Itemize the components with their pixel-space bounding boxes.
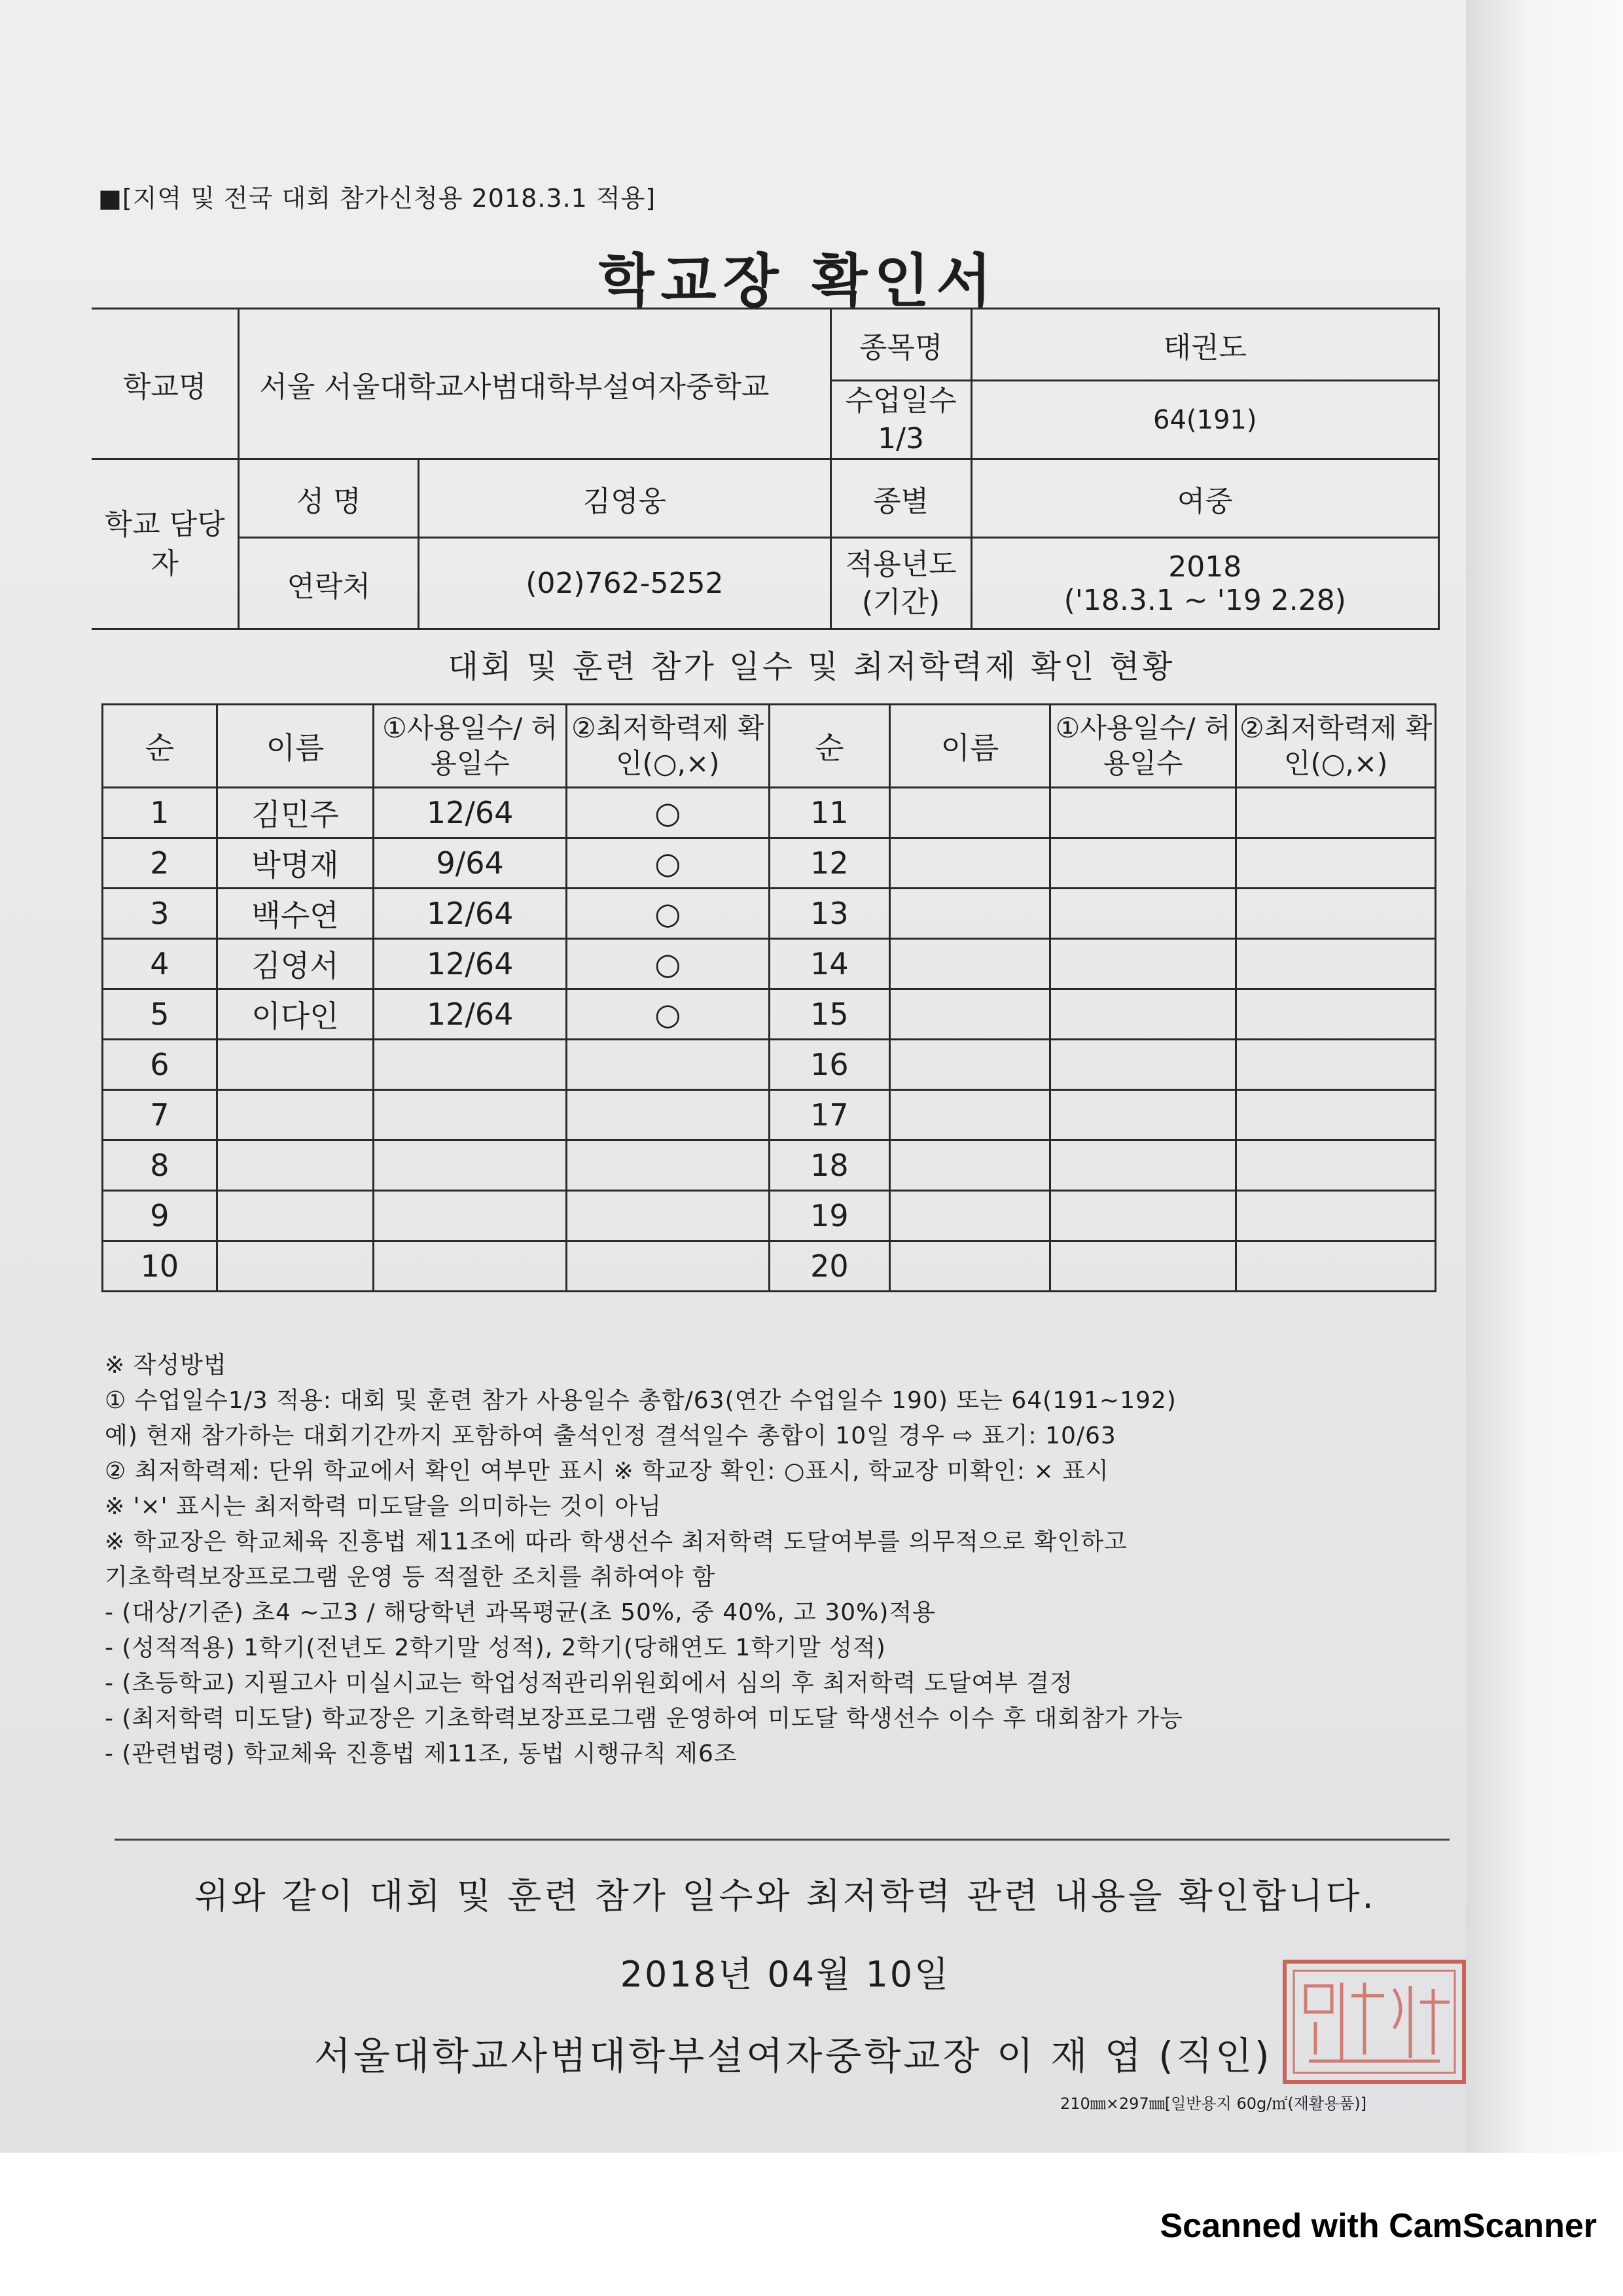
used-days-right (1050, 1241, 1236, 1292)
paper-edge-shadow (1466, 0, 1623, 2153)
row-number: 1 (103, 788, 217, 838)
min-academic-check-right (1236, 1040, 1436, 1090)
student-name (217, 1241, 374, 1292)
min-academic-check: ○ (566, 889, 769, 939)
used-days-right (1050, 1140, 1236, 1191)
days-value: 64(191) (971, 381, 1439, 459)
used-days (374, 1191, 567, 1241)
row-number-right: 11 (769, 788, 890, 838)
min-academic-check-right (1236, 939, 1436, 989)
student-name (217, 1140, 374, 1191)
year-label: 적용년도 (기간) (830, 538, 971, 629)
student-name (217, 1090, 374, 1140)
used-days (374, 1241, 567, 1292)
row-number-right: 16 (769, 1040, 890, 1090)
used-days-right (1050, 1191, 1236, 1241)
table-row (103, 989, 1436, 1040)
table-row (103, 1191, 1436, 1241)
instructions (105, 1348, 1183, 1772)
col-name-header: 이름 (217, 705, 374, 788)
min-academic-check-right (1236, 889, 1436, 939)
used-days-right (1050, 989, 1236, 1040)
used-days-right (1050, 1090, 1236, 1140)
col-days-header-2: ①사용일수/ 허용일수 (1050, 705, 1236, 788)
min-academic-check: ○ (566, 838, 769, 889)
row-number: 8 (103, 1140, 217, 1191)
used-days (374, 1040, 567, 1090)
student-name-right (890, 889, 1050, 939)
roster-body (103, 788, 1436, 1292)
col-check-header-2: ②최저학력제 확인(○,×) (1236, 705, 1436, 788)
row-number-right: 19 (769, 1191, 890, 1241)
header-note: ■[지역 및 전국 대회 참가신청용 2018.3.1 적용] (98, 184, 656, 213)
row-number-right: 13 (769, 889, 890, 939)
instruction-line: - (성적적용) 1학기(전년도 2학기말 성적), 2학기(당해연도 1학기말 성적) (105, 1634, 886, 1661)
used-days: 9/64 (374, 838, 567, 889)
sport-value: 태권도 (971, 309, 1439, 381)
table-row (103, 1040, 1436, 1090)
instruction-line: 예) 현재 참가하는 대회기간까지 포함하여 출석인정 결석일수 총합이 10일 경우 ⇨ 표기: 10/63 (105, 1422, 1116, 1449)
min-academic-check-right (1236, 1140, 1436, 1191)
used-days (374, 1090, 567, 1140)
student-name-right (890, 939, 1050, 989)
sport-label: 종목명 (830, 309, 971, 381)
row-number-right: 12 (769, 838, 890, 889)
period-value: ('18.3.1 ~ '19 2.28) (1063, 583, 1346, 617)
used-days: 12/64 (374, 939, 567, 989)
min-academic-check-right (1236, 1191, 1436, 1241)
used-days: 12/64 (374, 989, 567, 1040)
issue-date: 2018년 04월 10일 (620, 1954, 951, 1995)
col-name-header-2: 이름 (890, 705, 1050, 788)
student-name: 이다인 (217, 989, 374, 1040)
row-number-right: 17 (769, 1090, 890, 1140)
student-name-right (890, 1140, 1050, 1191)
used-days: 12/64 (374, 889, 567, 939)
manager-label: 학교 담당자 (92, 459, 239, 629)
paper-spec-footnote: 210㎜×297㎜[일반용지 60g/㎡(재활용품)] (1060, 2094, 1367, 2113)
school-label: 학교명 (92, 309, 239, 459)
student-name-right (890, 1040, 1050, 1090)
min-academic-check: ○ (566, 788, 769, 838)
min-academic-check: ○ (566, 939, 769, 989)
table-row (103, 939, 1436, 989)
student-name: 김민주 (217, 788, 374, 838)
row-number-right: 18 (769, 1140, 890, 1191)
row-number: 4 (103, 939, 217, 989)
instructions-heading: ※ 작성방법 (105, 1352, 227, 1379)
contact-value: (02)762-5252 (419, 538, 831, 629)
instruction-line: - (관련법령) 학교체육 진흥법 제11조, 동법 시행규칙 제6조 (105, 1740, 738, 1767)
col-check-header: ②최저학력제 확인(○,×) (566, 705, 769, 788)
min-academic-check (566, 1140, 769, 1191)
min-academic-check (566, 1040, 769, 1090)
min-academic-check-right (1236, 788, 1436, 838)
used-days-right (1050, 1040, 1236, 1090)
instruction-line: ① 수업일수1/3 적용: 대회 및 훈련 참가 사용일수 총합/63(연간 수업일수 190) 또는 64(191~192) (105, 1387, 1177, 1414)
row-number: 9 (103, 1191, 217, 1241)
student-name (217, 1040, 374, 1090)
min-academic-check (566, 1241, 769, 1292)
student-name (217, 1191, 374, 1241)
student-name-right (890, 788, 1050, 838)
min-academic-check-right (1236, 1090, 1436, 1140)
row-number: 6 (103, 1040, 217, 1090)
col-no-header-2: 순 (769, 705, 890, 788)
instruction-line: ※ '×' 표시는 최저학력 미도달을 의미하는 것이 아님 (105, 1493, 662, 1520)
table-row (103, 1090, 1436, 1140)
camscanner-watermark: Scanned with CamScanner (1160, 2207, 1597, 2245)
instruction-line: - (최저학력 미도달) 학교장은 기초학력보장프로그램 운영하여 미도달 학생선수 이수 후 대회참가 가능 (105, 1705, 1183, 1732)
principal-signature: 서울대학교사범대학부설여자중학교장 이 재 엽 (직인) (314, 2034, 1272, 2078)
col-days-header: ①사용일수/ 허용일수 (374, 705, 567, 788)
divider-line (115, 1839, 1450, 1841)
used-days: 12/64 (374, 788, 567, 838)
instruction-line: - (대상/기준) 초4 ~고3 / 해당학년 과목평균(초 50%, 중 40%, 고 30%)적용 (105, 1599, 936, 1626)
student-name: 백수연 (217, 889, 374, 939)
year-value: 2018 (1168, 550, 1242, 584)
min-academic-check-right (1236, 1241, 1436, 1292)
instruction-line: ※ 학교장은 학교체육 진흥법 제11조에 따라 학생선수 최저학력 도달여부를 의무적으로 확인하고 (105, 1528, 1128, 1555)
used-days-right (1050, 838, 1236, 889)
table-row (103, 838, 1436, 889)
col-no-header: 순 (103, 705, 217, 788)
contact-label: 연락처 (239, 538, 419, 629)
instruction-line: ② 최저학력제: 단위 학교에서 확인 여부만 표시 ※ 학교장 확인: ○표시, 학교장 미확인: × 표시 (105, 1458, 1109, 1485)
student-name-right (890, 1191, 1050, 1241)
row-number: 2 (103, 838, 217, 889)
row-number: 10 (103, 1241, 217, 1292)
used-days (374, 1140, 567, 1191)
year-cell (971, 538, 1439, 629)
student-name-right (890, 989, 1050, 1040)
used-days-right (1050, 939, 1236, 989)
section-title: 대회 및 훈련 참가 일수 및 최저학력제 확인 현황 (448, 648, 1175, 685)
min-academic-check: ○ (566, 989, 769, 1040)
used-days-right (1050, 788, 1236, 838)
row-number-right: 20 (769, 1241, 890, 1292)
type-value: 여중 (971, 459, 1439, 538)
student-name-right (890, 838, 1050, 889)
used-days-right (1050, 889, 1236, 939)
instruction-line: - (초등학교) 지필고사 미실시교는 학업성적관리위원회에서 심의 후 최저학력 도달여부 결정 (105, 1670, 1073, 1697)
row-number: 5 (103, 989, 217, 1040)
student-name-right (890, 1090, 1050, 1140)
row-number-right: 14 (769, 939, 890, 989)
official-seal-stamp (1279, 1956, 1469, 2087)
row-number-right: 15 (769, 989, 890, 1040)
name-value: 김영웅 (419, 459, 831, 538)
document-title: 학교장 확인서 (598, 247, 999, 315)
student-name-right (890, 1241, 1050, 1292)
instruction-line: 기초학력보장프로그램 운영 등 적절한 조치를 취하여야 함 (105, 1564, 716, 1591)
row-number: 3 (103, 889, 217, 939)
table-row (103, 1241, 1436, 1292)
min-academic-check (566, 1191, 769, 1241)
table-row (103, 1140, 1436, 1191)
info-table (92, 308, 1440, 630)
row-number: 7 (103, 1090, 217, 1140)
roster-table (101, 703, 1436, 1292)
min-academic-check-right (1236, 989, 1436, 1040)
table-row (103, 788, 1436, 838)
student-name: 박명재 (217, 838, 374, 889)
min-academic-check-right (1236, 838, 1436, 889)
school-value: 서울 서울대학교사범대학부설여자중학교 (239, 309, 830, 459)
type-label: 종별 (830, 459, 971, 538)
days-label: 수업일수 1/3 (830, 381, 971, 459)
min-academic-check (566, 1090, 769, 1140)
student-name: 김영서 (217, 939, 374, 989)
table-row (103, 889, 1436, 939)
roster-header-row (103, 705, 1436, 788)
confirmation-text: 위와 같이 대회 및 훈련 참가 일수와 최저학력 관련 내용을 확인합니다. (194, 1875, 1376, 1916)
name-label: 성 명 (239, 459, 419, 538)
